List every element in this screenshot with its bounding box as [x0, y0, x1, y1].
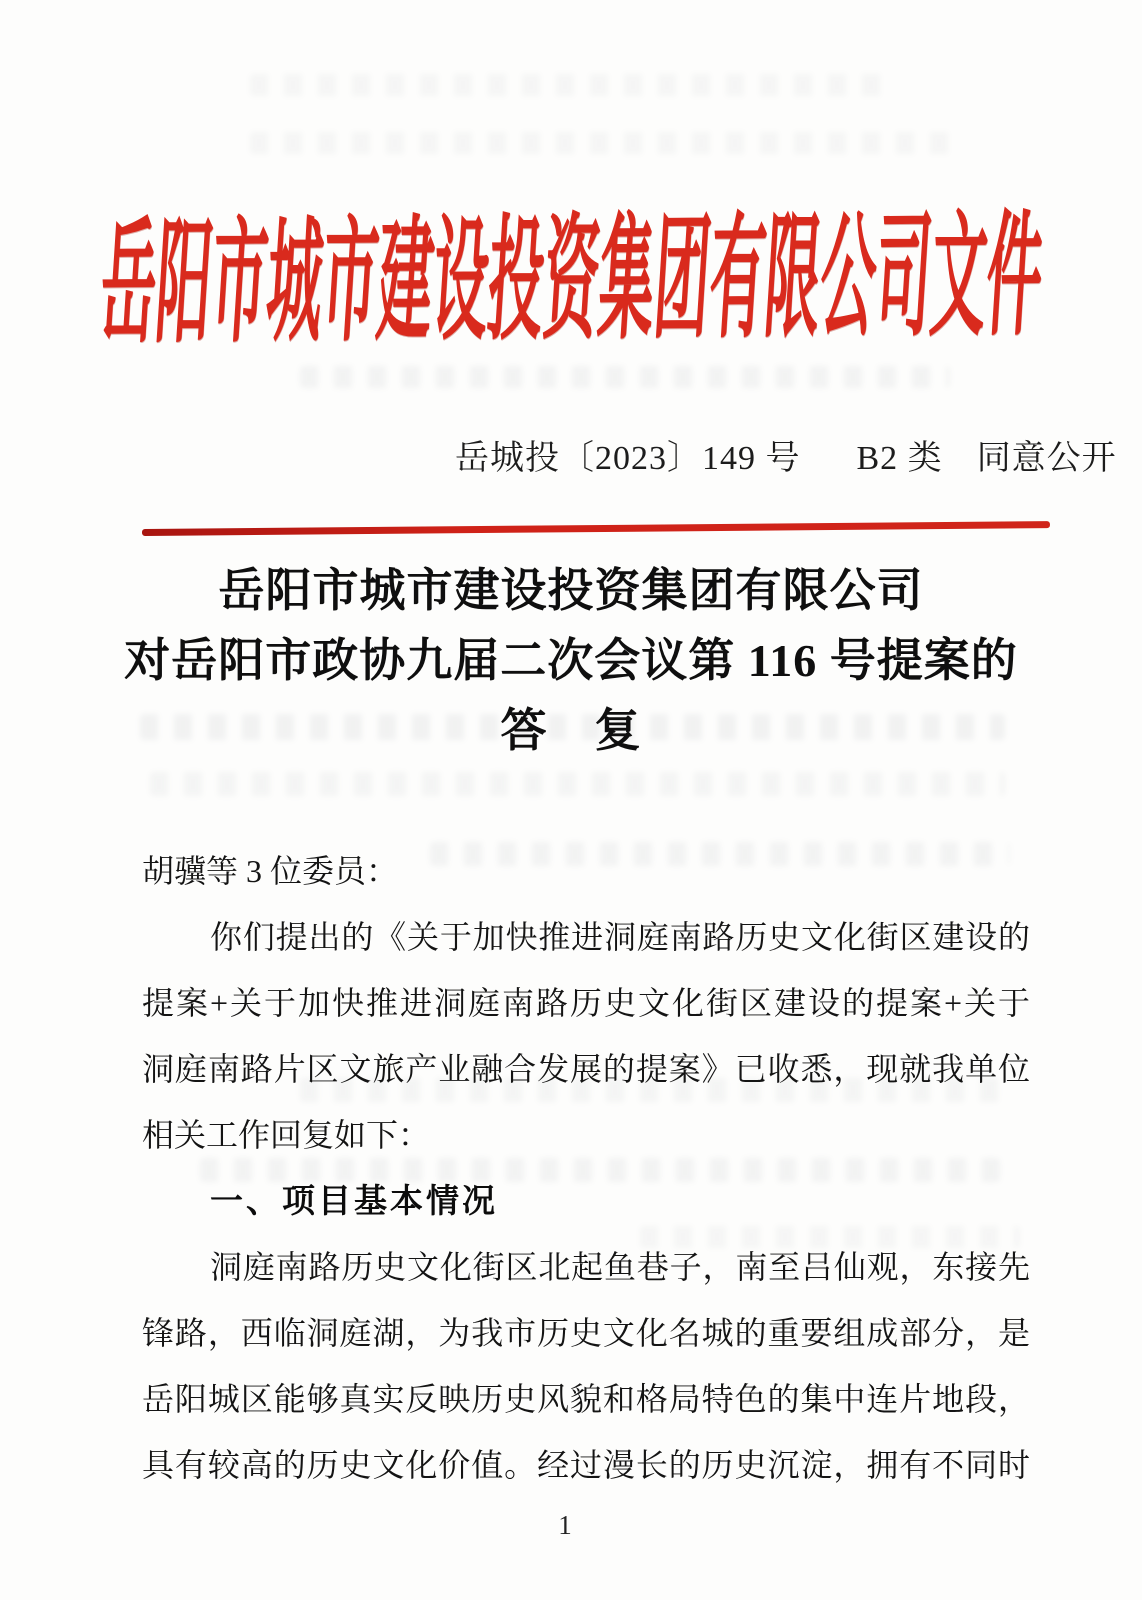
- paragraph1-line: 洞庭南路片区文旅产业融合发展的提案》已收悉，现就我单位: [142, 1051, 1030, 1087]
- paragraph1-line: 提案+关于加快推进洞庭南路历史文化街区建设的提案+关于: [142, 985, 1030, 1021]
- doc-number: 岳城投〔2023〕149 号: [455, 439, 801, 477]
- red-separator-rule: [142, 521, 1050, 536]
- letterhead-banner: [0, 192, 1142, 372]
- paragraph2-line: 岳阳城区能够真实反映历史风貌和格局特色的集中连片地段，: [142, 1381, 1030, 1417]
- document-title-line2: 对岳阳市政协九届二次会议第 116 号提案的: [124, 635, 1018, 686]
- bleed-through-artifact: [250, 74, 890, 96]
- page-number: 1: [558, 1510, 572, 1540]
- section-heading: 一、项目基本情况: [210, 1182, 498, 1219]
- document-title-line1: 岳阳市城市建设投资集团有限公司: [218, 565, 924, 616]
- bleed-through-artifact: [150, 772, 1005, 796]
- salutation: 胡骥等 3 位委员：: [142, 853, 399, 889]
- document-body: [142, 838, 1030, 1498]
- document-title: [0, 556, 1142, 766]
- bleed-through-artifact: [250, 132, 950, 154]
- paragraph2-line: 洞庭南路历史文化街区北起鱼巷子，南至吕仙观，东接先: [210, 1249, 1030, 1285]
- paragraph1-line: 相关工作回复如下：: [142, 1117, 431, 1153]
- bleed-through-artifact: [300, 366, 950, 388]
- paragraph1-line: 你们提出的《关于加快推进洞庭南路历史文化街区建设的: [210, 919, 1030, 955]
- document-title-line3: 答 复: [500, 705, 642, 756]
- letterhead-title: 岳阳市城市建设投资集团有限公司文件: [95, 202, 1047, 361]
- paragraph2-line: 具有较高的历史文化价值。经过漫长的历史沉淀，拥有不同时: [142, 1447, 1030, 1483]
- paragraph2-line: 锋路，西临洞庭湖，为我市历史文化名城的重要组成部分，是: [142, 1315, 1030, 1351]
- doc-number-row: [455, 430, 1117, 478]
- publicity-label: 同意公开: [976, 439, 1117, 477]
- classification-label: B2 类: [856, 439, 943, 477]
